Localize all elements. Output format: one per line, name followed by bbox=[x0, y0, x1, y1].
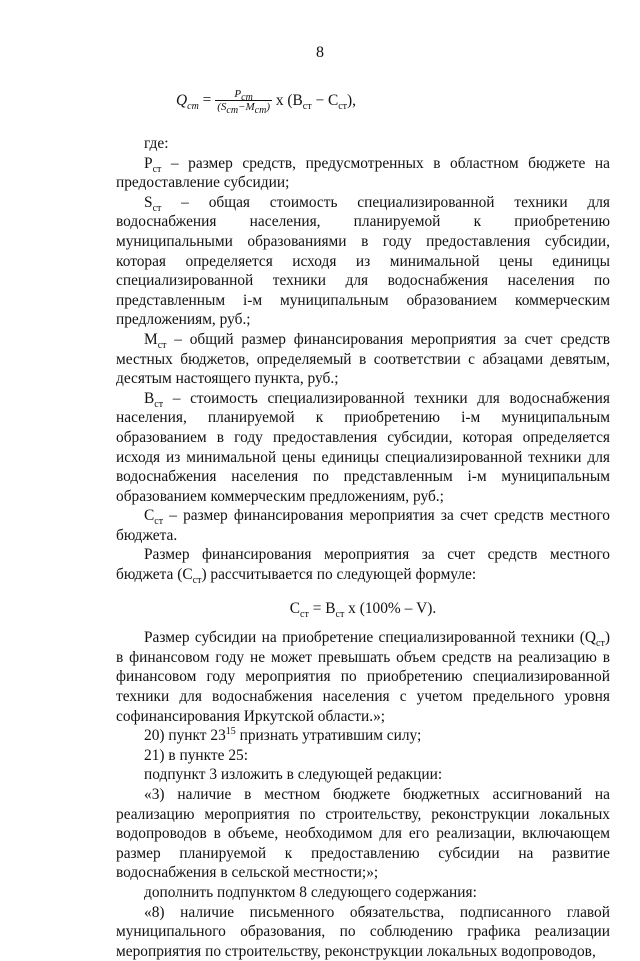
local-budget-formula: $С_{ст} = В_{ст}$ х (100% – V). bbox=[289, 599, 437, 620]
definition-bst: $В_{ст}$ – стоимость специализированной техники для водоснабжения населения, планируемой к приобретению i-м муниципальным образованием в году предоставления субсидии, которая определяется исходя из минимальной цены единицы специализированной техники для водоснабжения населения по представленным i-м муниципальным образованием коммерческим предложениям, руб.; bbox=[116, 389, 610, 505]
subitem-3-text: «3) наличие в местном бюджете бюджетных ассигнований на реализацию мероприятия по строительству, реконструкции локальных водопроводов в объеме, необходимом для его реализации, включающем размер планируемой к предоставлению субсидии на развитие водоснабжения в сельской местности;»; bbox=[116, 786, 610, 882]
page-number: 8 bbox=[316, 44, 324, 61]
definition-cst: $С_{ст}$ – размер финансирования мероприятия за счет средств местного бюджета. bbox=[116, 507, 610, 544]
subsidy-limit-paragraph: Размер субсидии на приобретение специализированной техники $(Q_{ст})$ в финансовом году не может превышать объем средств на реализацию в финансовом году мероприятия по приобретению специализированной техники для водоснабжения населения с учетом предельного уровня софинансирования Иркутской области.»; bbox=[116, 629, 610, 725]
formula-equals: = bbox=[202, 91, 212, 109]
definition-pst: $P_{ст}$ – размер средств, предусмотренных в областном бюджете на предоставление субсидии; bbox=[116, 154, 610, 192]
item-21: 21) в пункте 25: bbox=[144, 746, 248, 764]
formula-rhs: х $(В_{ст} - C_{ст})$, bbox=[275, 91, 357, 112]
local-budget-paragraph: Размер финансирования мероприятия за счет средств местного бюджета $(С_{ст})$ рассчитывается по следующей формуле: bbox=[116, 546, 610, 587]
definition-sst: $S_{ст}$ – общая стоимость специализированной техники для водоснабжения населения, планируемой к приобретению муниципальными образованиями в году предоставления субсидии, которая определяется исходя из минимальной цены единицы специализированной техники для водоснабжения населения по представленным i-м муниципальным образованием коммерческим предложениям, руб.; bbox=[116, 193, 610, 329]
definition-mst: $М_{ст}$ – общий размер финансирования мероприятия за счет средств местных бюджетов, определяемый в соответствии с абзацами девятым, десятым настоящего пункта, руб.; bbox=[116, 330, 610, 388]
formula-lhs: $Q_{ст}$ bbox=[176, 91, 199, 112]
subitem-8-intro: дополнить подпунктом 8 следующего содержания: bbox=[144, 883, 477, 901]
where-label: где: bbox=[144, 135, 169, 152]
item-20: 20) пункт $23^{15}$ признать утратившим силу; bbox=[144, 726, 422, 745]
subitem-3-intro: подпункт 3 изложить в следующей редакции: bbox=[144, 766, 443, 784]
subitem-8-text: «8) наличие письменного обязательства, подписанного главой муниципального образования, по соблюдению графика реализации мероприятия по строительству, реконструкции локальных водопроводов, bbox=[116, 903, 610, 960]
formula-fraction bbox=[215, 88, 272, 117]
document-body bbox=[116, 88, 610, 961]
formula-denominator: $(S_{ст}-M_{ст})$ bbox=[217, 101, 270, 117]
formula-numerator: $P_{ст}$ bbox=[215, 88, 272, 101]
subsidy-formula bbox=[176, 88, 610, 116]
